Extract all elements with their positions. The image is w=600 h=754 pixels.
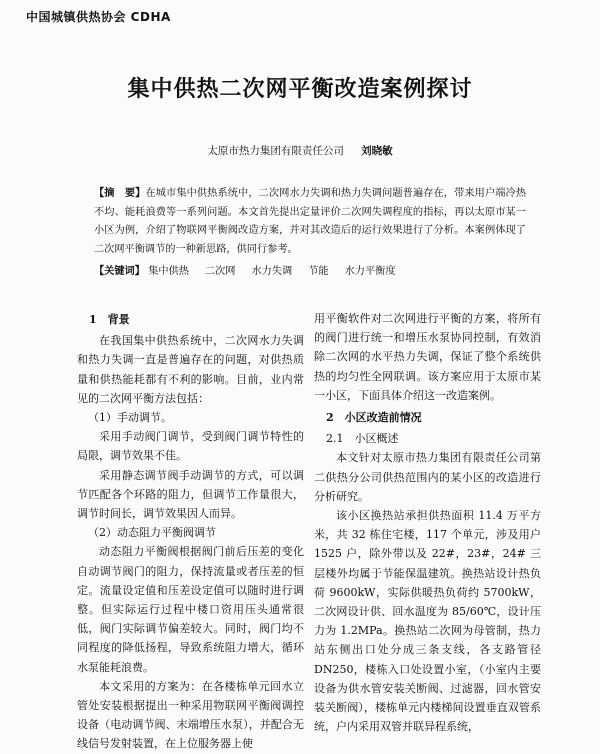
right-column bbox=[314, 309, 541, 736]
paragraph: 采用手动阀门调节，受到阀门调节特性的局限，调节效果不佳。 bbox=[77, 430, 304, 463]
section-heading-background: 1 背景 bbox=[89, 313, 130, 326]
keywords bbox=[94, 262, 526, 281]
author: 刘晓敏 bbox=[361, 145, 393, 157]
paragraph: 本文采用的方案为：在各楼栋单元回水立管处安装根据提出一种采用物联网平衡阀调控设备（电动调节阀、末端增压水泵），并配合无线信号发射装置，在上位服务器上使 bbox=[77, 679, 304, 751]
section-heading-before: 2 小区改造前情况 bbox=[326, 411, 422, 425]
subheading-overview: 2.1 小区概述 bbox=[326, 432, 399, 446]
journal-header: 中国城镇供热协会 CDHA bbox=[26, 10, 171, 24]
keyword: 水力平衡度 bbox=[344, 266, 396, 277]
subheading-manual: （1）手动调节。 bbox=[88, 411, 172, 425]
keyword: 水力失调 bbox=[251, 266, 293, 277]
left-column bbox=[77, 307, 304, 754]
keyword: 二次网 bbox=[204, 266, 236, 277]
affiliation: 太原市热力集团有限责任公司 bbox=[207, 145, 344, 157]
article-title: 集中供热二次网平衡改造案例探讨 bbox=[127, 76, 473, 102]
abstract-label: 【摘 要】 bbox=[94, 187, 146, 199]
abstract-text: 在城市集中供热系统中，二次网水力失调和热力失调问题普遍存在，带来用户端冷热不均、能耗浪费等一系列问题。本文首先提出定量评价二次网失调程度的指标，再以太原市某一小区为例，介绍了物联网平衡阀改造方案，并对其改造后的运行效果进行了分析。本案例体现了二次网平衡调节的一种新思路，供同行参考。 bbox=[94, 188, 527, 255]
paragraph: 在我国集中供热系统中，二次网水力失调和热力失调一直是普遍存在的问题，对供热质量和供热能耗都有不利的影响。目前，业内常见的二次网平衡方法包括： bbox=[77, 334, 304, 405]
paragraph: 采用静态调节阀手动调节的方式，可以调节匹配各个环路的阻力，但调节工作量很大，调节时间长，调节效果因人而异。 bbox=[77, 468, 304, 521]
keyword: 集中供热 bbox=[148, 266, 189, 277]
paragraph: 本文针对太原市热力集团有限责任公司第二供热分公司供热范围内的某小区的改造进行分析研究。 bbox=[314, 451, 541, 503]
paragraph: 动态阻力平衡阀根据阀门前后压差的变化自动调节阀门的阻力，保持流量或者压差的恒定。流量设定值和压差设定值可以随时进行调整。但实际运行过程中楼口资用压头通常很低，阀门实际调节偏差较大。同时，阀门均不同程度的降低扬程，导致系统阻力增大，循环水泵能耗浪费。 bbox=[77, 545, 304, 674]
paragraph: 用平衡软件对二次网进行平衡的方案，将所有的阀门进行统一和增压水泵协同控制，有效消除二次网的水平热力失调，保证了整个系统供热的均匀性全网联调。该方案应用于太原市某一小区，下面具体介绍这一改造案例。 bbox=[314, 312, 541, 402]
keywords-label: 【关键词】 bbox=[94, 265, 145, 277]
abstract bbox=[94, 184, 526, 259]
paragraph: 该小区换热站承担供热面积 11.4 万平方米，共 32 栋住宅楼，117 个单元，涉及用户 1525 户，除外带以及 22#，23#，24# 三层楼外均属于节能保温建筑。换热站设计热负荷 9600kW，实际供暖热负荷约 5700kW，二次网设计供、回水温度为 85/60℃，设计压力为 1.2MPa。换热站二次网为母管制，热力站东侧出口处分成三条支线，各支路管径 DN250，楼栋入口处设置小室，（小室内主要设备为供水管安装关断阀、过滤器，回水管安装关断阀），楼栋单元内楼梯间设置垂直双管系统，户内采用双管并联异程系统， bbox=[314, 509, 541, 734]
byline bbox=[0, 143, 600, 158]
keyword: 节能 bbox=[308, 266, 329, 277]
subheading-dynamic: （2）动态阻力平衡阀调节 bbox=[88, 526, 216, 540]
